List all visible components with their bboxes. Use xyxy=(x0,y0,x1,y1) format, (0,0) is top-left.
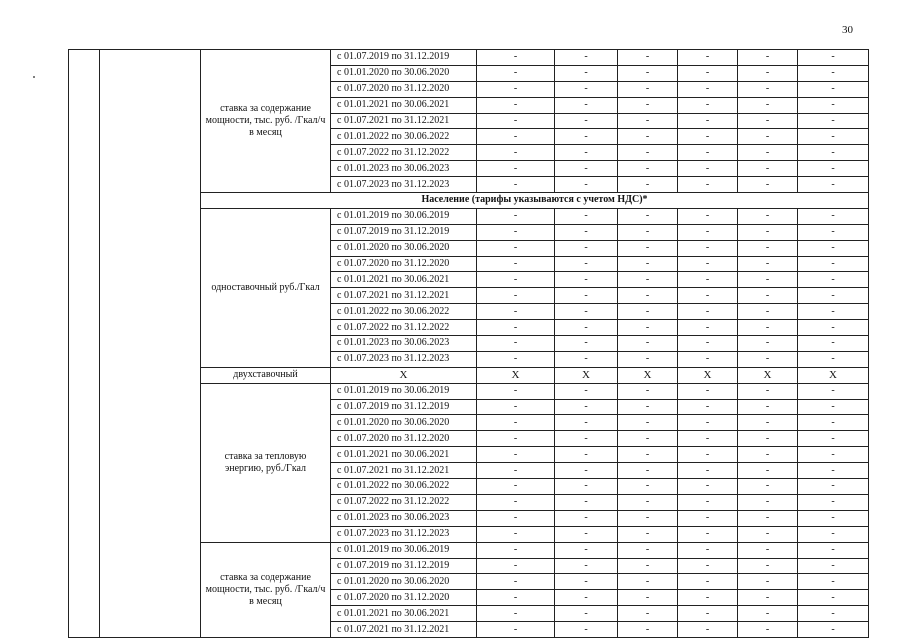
value-cell: X xyxy=(477,367,555,383)
value-cell: - xyxy=(618,574,678,590)
value-cell: - xyxy=(477,161,555,177)
value-cell: - xyxy=(555,447,618,463)
value-cell: X xyxy=(618,367,678,383)
period-cell: с 01.07.2020 по 31.12.2020 xyxy=(331,256,477,272)
value-cell: - xyxy=(477,113,555,129)
period-cell: с 01.01.2021 по 30.06.2021 xyxy=(331,272,477,288)
value-cell: - xyxy=(678,510,738,526)
value-cell: - xyxy=(555,224,618,240)
period-cell: с 01.07.2023 по 31.12.2023 xyxy=(331,526,477,542)
value-cell: - xyxy=(477,50,555,66)
value-cell: - xyxy=(738,50,798,66)
value-cell: - xyxy=(678,542,738,558)
value-cell: - xyxy=(738,256,798,272)
value-cell: - xyxy=(477,479,555,495)
value-cell: - xyxy=(678,415,738,431)
value-cell: - xyxy=(738,272,798,288)
period-cell: с 01.01.2022 по 30.06.2022 xyxy=(331,129,477,145)
value-cell: - xyxy=(678,574,738,590)
value-cell: - xyxy=(678,65,738,81)
value-cell: - xyxy=(798,399,869,415)
value-cell: - xyxy=(798,113,869,129)
value-cell: - xyxy=(678,177,738,193)
value-cell: - xyxy=(678,590,738,606)
tariff-table xyxy=(68,49,869,638)
period-cell: с 01.01.2023 по 30.06.2023 xyxy=(331,336,477,352)
value-cell: X xyxy=(798,367,869,383)
value-cell: - xyxy=(738,574,798,590)
value-cell: - xyxy=(798,208,869,224)
rate-category-cell: ставка за тепловую энергию, руб./Гкал xyxy=(201,383,331,542)
value-cell: - xyxy=(555,50,618,66)
value-cell: - xyxy=(798,256,869,272)
value-cell: - xyxy=(555,415,618,431)
value-cell: - xyxy=(678,463,738,479)
period-cell: с 01.07.2023 по 31.12.2023 xyxy=(331,351,477,367)
value-cell: - xyxy=(477,510,555,526)
value-cell: - xyxy=(798,97,869,113)
value-cell: - xyxy=(798,177,869,193)
value-cell: - xyxy=(678,129,738,145)
period-cell: с 01.07.2019 по 31.12.2019 xyxy=(331,50,477,66)
value-cell: - xyxy=(738,81,798,97)
value-cell: - xyxy=(798,431,869,447)
value-cell: - xyxy=(555,208,618,224)
rate-category-cell: ставка за содержание мощности, тыс. руб. /Гкал/ч в месяц xyxy=(201,542,331,637)
value-cell: - xyxy=(555,463,618,479)
value-cell: - xyxy=(477,81,555,97)
value-cell: - xyxy=(555,336,618,352)
value-cell: - xyxy=(555,256,618,272)
value-cell: - xyxy=(555,145,618,161)
value-cell: - xyxy=(618,351,678,367)
value-cell: - xyxy=(618,224,678,240)
value-cell: - xyxy=(618,97,678,113)
value-cell: - xyxy=(555,399,618,415)
value-cell: - xyxy=(798,129,869,145)
value-cell: - xyxy=(738,351,798,367)
value-cell: - xyxy=(555,526,618,542)
value-cell: - xyxy=(798,383,869,399)
value-cell: - xyxy=(618,177,678,193)
value-cell: - xyxy=(477,494,555,510)
period-cell: с 01.01.2021 по 30.06.2021 xyxy=(331,97,477,113)
value-cell: - xyxy=(798,606,869,622)
value-cell: - xyxy=(618,606,678,622)
value-cell: - xyxy=(477,240,555,256)
value-cell: - xyxy=(618,129,678,145)
value-cell: - xyxy=(798,161,869,177)
value-cell: - xyxy=(477,304,555,320)
period-cell: с 01.01.2020 по 30.06.2020 xyxy=(331,65,477,81)
period-cell: с 01.07.2019 по 31.12.2019 xyxy=(331,399,477,415)
value-cell: - xyxy=(738,129,798,145)
value-cell: - xyxy=(477,129,555,145)
value-cell: - xyxy=(618,479,678,495)
value-cell: - xyxy=(798,558,869,574)
value-cell: - xyxy=(618,383,678,399)
value-cell: - xyxy=(477,351,555,367)
period-cell: с 01.01.2020 по 30.06.2020 xyxy=(331,415,477,431)
rate-category-cell: одноставочный руб./Гкал xyxy=(201,208,331,367)
value-cell: - xyxy=(555,431,618,447)
value-cell: - xyxy=(678,50,738,66)
value-cell: - xyxy=(477,97,555,113)
value-cell: - xyxy=(738,606,798,622)
page-number: 30 xyxy=(842,24,853,36)
period-cell: с 01.07.2022 по 31.12.2022 xyxy=(331,494,477,510)
value-cell: - xyxy=(678,351,738,367)
value-cell: - xyxy=(738,463,798,479)
value-cell: - xyxy=(678,97,738,113)
value-cell: - xyxy=(798,351,869,367)
value-cell: - xyxy=(618,494,678,510)
value-cell: - xyxy=(477,558,555,574)
value-cell: - xyxy=(618,590,678,606)
x-mark-cell: X xyxy=(331,367,477,383)
row-number-cell xyxy=(69,50,100,638)
value-cell: - xyxy=(555,479,618,495)
value-cell: - xyxy=(678,622,738,638)
value-cell: - xyxy=(477,463,555,479)
value-cell: - xyxy=(618,320,678,336)
period-cell: с 01.01.2020 по 30.06.2020 xyxy=(331,574,477,590)
value-cell: - xyxy=(477,415,555,431)
value-cell: - xyxy=(678,240,738,256)
value-cell: - xyxy=(798,574,869,590)
value-cell: - xyxy=(798,240,869,256)
period-cell: с 01.07.2020 по 31.12.2020 xyxy=(331,431,477,447)
period-cell: с 01.07.2020 по 31.12.2020 xyxy=(331,81,477,97)
value-cell: - xyxy=(798,526,869,542)
value-cell: - xyxy=(678,272,738,288)
period-cell: с 01.01.2019 по 30.06.2019 xyxy=(331,383,477,399)
value-cell: - xyxy=(618,256,678,272)
value-cell: - xyxy=(618,558,678,574)
value-cell: - xyxy=(738,431,798,447)
value-cell: - xyxy=(618,161,678,177)
value-cell: - xyxy=(798,288,869,304)
value-cell: - xyxy=(555,97,618,113)
value-cell: - xyxy=(555,304,618,320)
value-cell: - xyxy=(738,208,798,224)
value-cell: - xyxy=(738,447,798,463)
table-row xyxy=(69,50,869,66)
value-cell: - xyxy=(678,304,738,320)
value-cell: - xyxy=(477,288,555,304)
value-cell: - xyxy=(738,177,798,193)
period-cell: с 01.01.2019 по 30.06.2019 xyxy=(331,208,477,224)
period-cell: с 01.07.2019 по 31.12.2019 xyxy=(331,558,477,574)
value-cell: - xyxy=(618,510,678,526)
period-cell: с 01.07.2019 по 31.12.2019 xyxy=(331,224,477,240)
value-cell: - xyxy=(738,113,798,129)
value-cell: - xyxy=(738,145,798,161)
value-cell: - xyxy=(738,558,798,574)
value-cell: - xyxy=(678,383,738,399)
value-cell: - xyxy=(678,145,738,161)
scan-speck xyxy=(33,76,35,78)
value-cell: - xyxy=(738,65,798,81)
value-cell: - xyxy=(678,288,738,304)
value-cell: - xyxy=(555,383,618,399)
value-cell: - xyxy=(477,431,555,447)
value-cell: - xyxy=(678,494,738,510)
value-cell: - xyxy=(798,463,869,479)
value-cell: - xyxy=(477,590,555,606)
value-cell: - xyxy=(798,81,869,97)
value-cell: - xyxy=(678,113,738,129)
tariff-table-body xyxy=(69,50,869,638)
value-cell: - xyxy=(798,336,869,352)
value-cell: - xyxy=(798,145,869,161)
value-cell: - xyxy=(798,224,869,240)
value-cell: - xyxy=(618,208,678,224)
value-cell: - xyxy=(738,383,798,399)
period-cell: с 01.07.2020 по 31.12.2020 xyxy=(331,590,477,606)
value-cell: - xyxy=(477,208,555,224)
value-cell: - xyxy=(555,590,618,606)
value-cell: - xyxy=(555,113,618,129)
value-cell: - xyxy=(555,65,618,81)
value-cell: - xyxy=(738,590,798,606)
value-cell: - xyxy=(798,50,869,66)
value-cell: - xyxy=(618,447,678,463)
value-cell: - xyxy=(618,145,678,161)
value-cell: - xyxy=(738,240,798,256)
period-cell: с 01.01.2020 по 30.06.2020 xyxy=(331,240,477,256)
period-cell: с 01.01.2019 по 30.06.2019 xyxy=(331,542,477,558)
organization-cell xyxy=(100,50,201,638)
value-cell: - xyxy=(798,447,869,463)
value-cell: - xyxy=(798,272,869,288)
value-cell: - xyxy=(618,463,678,479)
value-cell: - xyxy=(678,224,738,240)
period-cell: с 01.01.2021 по 30.06.2021 xyxy=(331,606,477,622)
value-cell: - xyxy=(678,208,738,224)
value-cell: - xyxy=(477,177,555,193)
value-cell: - xyxy=(738,415,798,431)
value-cell: - xyxy=(678,526,738,542)
value-cell: - xyxy=(477,272,555,288)
value-cell: - xyxy=(678,431,738,447)
period-cell: с 01.07.2022 по 31.12.2022 xyxy=(331,320,477,336)
period-cell: с 01.07.2023 по 31.12.2023 xyxy=(331,177,477,193)
value-cell: - xyxy=(738,542,798,558)
section-heading: Население (тарифы указываются с учетом НДС)* xyxy=(201,193,869,209)
value-cell: - xyxy=(555,622,618,638)
value-cell: - xyxy=(678,81,738,97)
value-cell: - xyxy=(555,240,618,256)
value-cell: - xyxy=(798,590,869,606)
period-cell: с 01.01.2022 по 30.06.2022 xyxy=(331,304,477,320)
value-cell: - xyxy=(618,336,678,352)
value-cell: - xyxy=(738,320,798,336)
value-cell: - xyxy=(678,336,738,352)
period-cell: с 01.01.2022 по 30.06.2022 xyxy=(331,479,477,495)
value-cell: - xyxy=(618,288,678,304)
value-cell: - xyxy=(477,542,555,558)
value-cell: - xyxy=(738,479,798,495)
value-cell: - xyxy=(678,447,738,463)
value-cell: - xyxy=(618,399,678,415)
value-cell: - xyxy=(477,606,555,622)
value-cell: - xyxy=(555,272,618,288)
value-cell: - xyxy=(798,320,869,336)
period-cell: с 01.07.2021 по 31.12.2021 xyxy=(331,622,477,638)
value-cell: - xyxy=(618,65,678,81)
value-cell: - xyxy=(618,272,678,288)
value-cell: - xyxy=(555,288,618,304)
value-cell: X xyxy=(678,367,738,383)
value-cell: - xyxy=(555,494,618,510)
value-cell: - xyxy=(618,542,678,558)
value-cell: X xyxy=(555,367,618,383)
value-cell: - xyxy=(678,558,738,574)
value-cell: - xyxy=(618,240,678,256)
value-cell: - xyxy=(678,479,738,495)
value-cell: - xyxy=(477,145,555,161)
value-cell: - xyxy=(738,526,798,542)
value-cell: - xyxy=(738,510,798,526)
value-cell: - xyxy=(738,97,798,113)
value-cell: - xyxy=(738,336,798,352)
period-cell: с 01.01.2023 по 30.06.2023 xyxy=(331,510,477,526)
value-cell: - xyxy=(477,399,555,415)
value-cell: - xyxy=(738,494,798,510)
value-cell: - xyxy=(738,288,798,304)
period-cell: с 01.07.2022 по 31.12.2022 xyxy=(331,145,477,161)
value-cell: - xyxy=(678,161,738,177)
rate-category-cell: ставка за содержание мощности, тыс. руб. /Гкал/ч в месяц xyxy=(201,50,331,193)
value-cell: X xyxy=(738,367,798,383)
value-cell: - xyxy=(618,113,678,129)
value-cell: - xyxy=(555,177,618,193)
value-cell: - xyxy=(738,224,798,240)
period-cell: с 01.01.2023 по 30.06.2023 xyxy=(331,161,477,177)
value-cell: - xyxy=(555,351,618,367)
value-cell: - xyxy=(798,415,869,431)
value-cell: - xyxy=(555,574,618,590)
value-cell: - xyxy=(618,304,678,320)
value-cell: - xyxy=(678,320,738,336)
value-cell: - xyxy=(555,542,618,558)
value-cell: - xyxy=(738,304,798,320)
value-cell: - xyxy=(477,65,555,81)
value-cell: - xyxy=(678,399,738,415)
value-cell: - xyxy=(618,622,678,638)
value-cell: - xyxy=(738,622,798,638)
period-cell: с 01.07.2021 по 31.12.2021 xyxy=(331,288,477,304)
value-cell: - xyxy=(555,510,618,526)
value-cell: - xyxy=(618,415,678,431)
value-cell: - xyxy=(618,431,678,447)
value-cell: - xyxy=(477,622,555,638)
value-cell: - xyxy=(477,320,555,336)
value-cell: - xyxy=(678,606,738,622)
value-cell: - xyxy=(798,542,869,558)
value-cell: - xyxy=(477,447,555,463)
period-cell: с 01.07.2021 по 31.12.2021 xyxy=(331,463,477,479)
value-cell: - xyxy=(678,256,738,272)
period-cell: с 01.07.2021 по 31.12.2021 xyxy=(331,113,477,129)
period-cell: с 01.01.2021 по 30.06.2021 xyxy=(331,447,477,463)
value-cell: - xyxy=(798,65,869,81)
value-cell: - xyxy=(555,129,618,145)
value-cell: - xyxy=(555,161,618,177)
value-cell: - xyxy=(477,526,555,542)
rate-category-cell: двухставочный xyxy=(201,367,331,383)
value-cell: - xyxy=(477,574,555,590)
value-cell: - xyxy=(798,510,869,526)
value-cell: - xyxy=(618,50,678,66)
value-cell: - xyxy=(798,304,869,320)
value-cell: - xyxy=(798,479,869,495)
value-cell: - xyxy=(555,81,618,97)
value-cell: - xyxy=(555,320,618,336)
value-cell: - xyxy=(477,224,555,240)
value-cell: - xyxy=(555,606,618,622)
value-cell: - xyxy=(477,383,555,399)
value-cell: - xyxy=(798,494,869,510)
value-cell: - xyxy=(477,256,555,272)
value-cell: - xyxy=(618,526,678,542)
value-cell: - xyxy=(738,161,798,177)
value-cell: - xyxy=(555,558,618,574)
value-cell: - xyxy=(738,399,798,415)
value-cell: - xyxy=(618,81,678,97)
value-cell: - xyxy=(798,622,869,638)
value-cell: - xyxy=(477,336,555,352)
